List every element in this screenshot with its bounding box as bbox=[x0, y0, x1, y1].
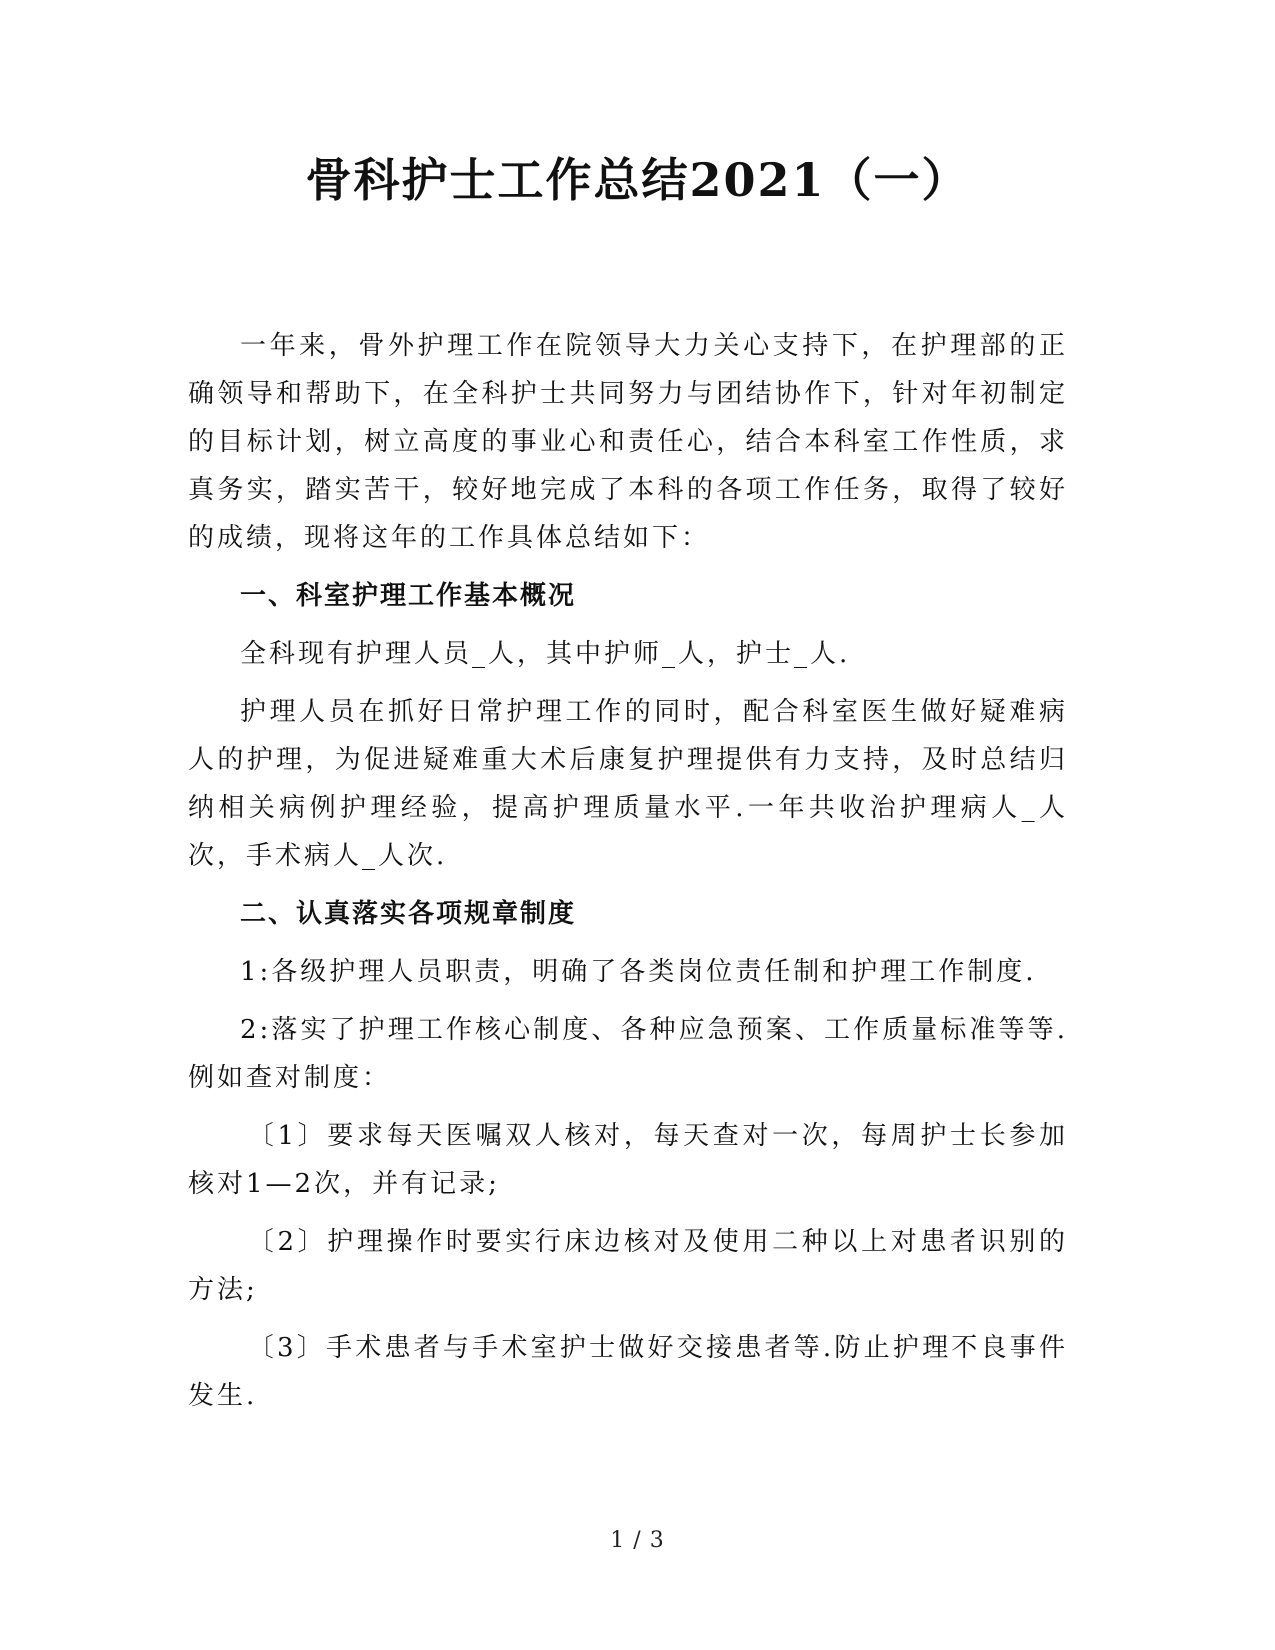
page-number: 1 / 3 bbox=[610, 1528, 665, 1553]
sub-item-3: 〔3〕手术患者与手术室护士做好交接患者等.防止护理不良事件发生. bbox=[188, 1333, 1068, 1411]
document-title: 骨科护士工作总结2021（一） bbox=[305, 153, 970, 207]
intro-paragraph: 一年来，骨外护理工作在院领导大力关心支持下，在护理部的正确领导和帮助下，在全科护士共同努力与团结协作下，针对年初制定的目标计划，树立高度的事业心和责任心，结合本科室工作性质，求真务实，踏实苦干，较好地完成了本科的各项工作任务，取得了较好的成绩，现将这年的工作具体总结如下： bbox=[188, 331, 1068, 553]
care-paragraph: 护理人员在抓好日常护理工作的同时，配合科室医生做好疑难病人的护理，为促进疑难重大术后康复护理提供有力支持，及时总结归纳相关病例护理经验，提高护理质量水平.一年共收治护理病人_人次，手术病人_人次. bbox=[188, 697, 1068, 871]
sub-item-1: 〔1〕要求每天医嘱双人核对，每天查对一次，每周护士长参加核对1—2次，并有记录; bbox=[188, 1121, 1068, 1199]
list-item-1: 1:各级护理人员职责，明确了各类岗位责任制和护理工作制度. bbox=[240, 957, 1037, 987]
section-heading-2: 二、认真落实各项规章制度 bbox=[240, 899, 577, 929]
section-heading-1: 一、科室护理工作基本概况 bbox=[240, 581, 577, 611]
document-body bbox=[188, 322, 1068, 1430]
sub-item-2: 〔2〕护理操作时要实行床边核对及使用二种以上对患者识别的方法; bbox=[188, 1227, 1068, 1305]
staff-paragraph: 全科现有护理人员_人，其中护师_人，护士_人. bbox=[240, 639, 851, 669]
list-item-2: 2:落实了护理工作核心制度、各种应急预案、工作质量标准等等.例如查对制度： bbox=[188, 1015, 1068, 1093]
